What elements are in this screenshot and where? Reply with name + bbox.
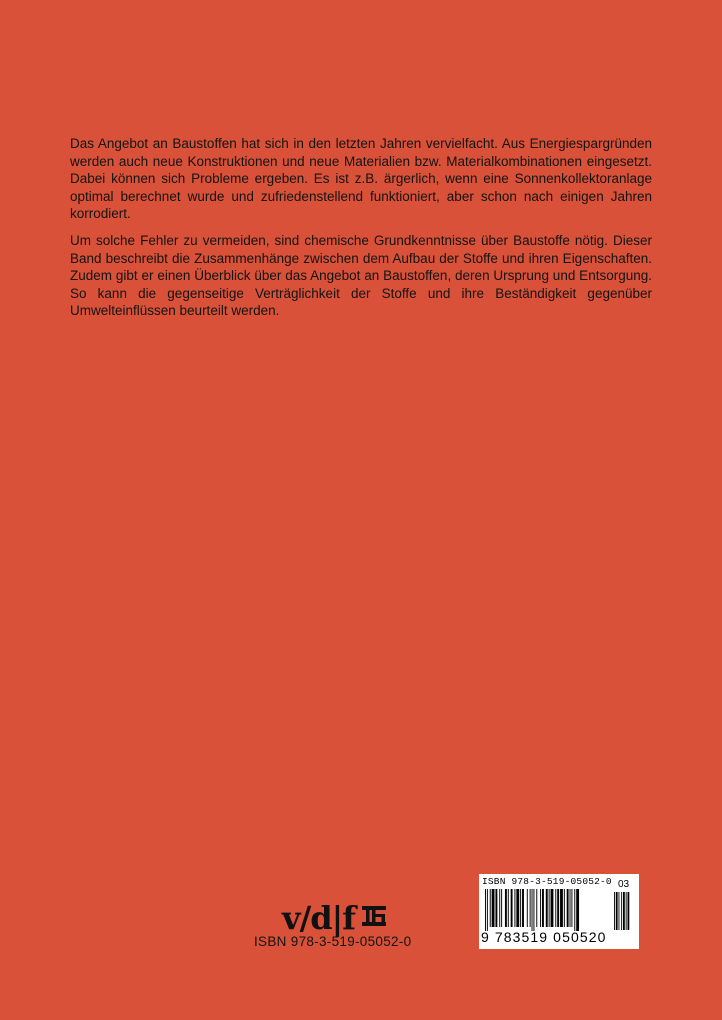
barcode-addon-digits: 03 [618,879,630,890]
barcode-addon-bars [614,892,634,930]
barcode-digits: 9 783519 050520 [481,929,607,945]
back-cover-blurb [70,135,652,329]
teubner-logo-icon [361,905,387,932]
barcode-bars [485,889,609,931]
isbn-barcode [479,874,639,949]
barcode-isbn-label: ISBN 978-3-519-05052-0 [482,876,612,887]
blurb-paragraph-1: Das Angebot an Baustoffen hat sich in den letzten Jahren vervielfacht. Aus Energiespargründen werden auch neue Konstruktionen und neue Materialien bzw. Materialkombinationen eingesetzt. Dabei können sich Probleme ergeben. Es ist z.B. ärgerlich, wenn eine Sonnenkollektoranlage optimal berechnet wurde und zufriedenstellend funktioniert, aber schon nach einigen Jahren korrodiert. [70,136,652,222]
isbn-text: ISBN 978-3-519-05052-0 [254,934,412,949]
publisher-logos [282,899,387,937]
vdf-logo: v/d|f [282,899,356,937]
blurb-paragraph-2: Um solche Fehler zu vermeiden, sind chemische Grundkenntnisse über Baustoffe nötig. Dieser Band beschreibt die Zusammenhänge zwischen dem Aufbau der Stoffe und ihren Eigenschaften. Zudem gibt er einen Überblick über das Angebot an Baustoffen, deren Ursprung und Entsorgung. So kann die gegenseitige Verträglichkeit der Stoffe und ihre Beständigkeit gegenüber Umwelteinflüssen beurteilt werden. [70,232,652,319]
